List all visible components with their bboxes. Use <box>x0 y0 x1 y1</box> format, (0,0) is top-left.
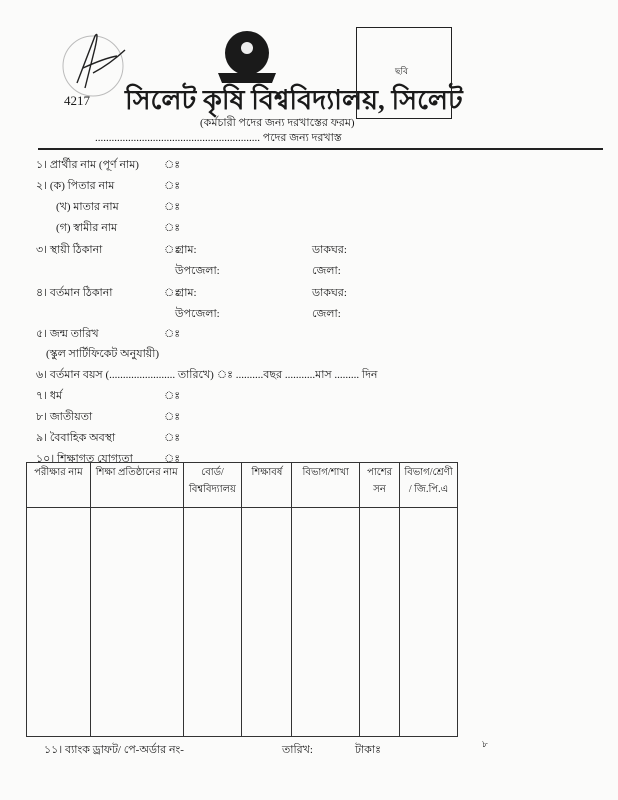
serial-number: 4217 <box>64 93 90 108</box>
colon: ঃ <box>164 453 181 465</box>
page-title: সিলেট কৃষি বিশ্ববিদ্যালয়, সিলেট <box>125 85 463 115</box>
label-father: ২। (ক) পিতার নাম <box>36 180 115 192</box>
label-education: ১০। শিক্ষাগত যোগ্যতা <box>36 453 133 465</box>
label-district: জেলা: <box>312 265 341 277</box>
photo-label: ছবি <box>395 66 409 76</box>
colon: ঃ <box>164 159 181 171</box>
label-upazila: উপজেলা: <box>175 265 220 277</box>
label-mother: (খ) মাতার নাম <box>56 201 119 213</box>
label-village: গ্রাম: <box>176 244 197 256</box>
label-amount: টাকাঃ <box>355 744 381 756</box>
label-post-office: ডাকঘর: <box>312 287 347 299</box>
col-institution: শিক্ষা প্রতিষ্ঠানের নাম <box>90 463 183 508</box>
label-religion: ৭। ধর্ম <box>36 390 63 402</box>
label-husband: (গ) স্বামীর নাম <box>56 222 118 234</box>
cell[interactable] <box>360 508 400 737</box>
label-present-address: ৪। বর্তমান ঠিকানা <box>36 287 113 299</box>
education-table <box>26 462 458 737</box>
col-group: বিভাগ/শাখা <box>292 463 360 508</box>
form-subtitle: (কর্মচারী পদের জন্য দরখাস্তের ফরম) <box>200 117 355 129</box>
label-permanent-address: ৩। স্থায়ী ঠিকানা <box>36 244 103 256</box>
colon: ঃ <box>164 244 181 256</box>
colon: ঃ <box>164 201 181 213</box>
table-header-row <box>27 463 458 508</box>
col-board: বোর্ড/ বিশ্ববিদ্যালয় <box>183 463 242 508</box>
colon: ঃ <box>164 222 181 234</box>
cell[interactable] <box>400 508 458 737</box>
col-exam-name: পরীক্ষার নাম <box>27 463 91 508</box>
signature-stamp-icon <box>55 28 135 98</box>
label-village: গ্রাম: <box>176 287 197 299</box>
post-name-field[interactable]: ............................................................ পদের জন্য দরখাস্ত <box>95 132 342 144</box>
colon: ঃ <box>164 328 181 340</box>
col-passing-year: পাশের সন <box>360 463 400 508</box>
label-age: ৬। বর্তমান বয়স (........................ তারিখে) ঃ ..........বছর ...........মাস ......... দিন <box>36 369 378 381</box>
university-logo-icon <box>212 28 282 88</box>
label-dob: ৫। জন্ম তারিখ <box>36 328 99 340</box>
colon: ঃ <box>164 180 181 192</box>
table-row[interactable] <box>27 508 458 737</box>
col-division-gpa: বিভাগ/শ্রেণী / জি.পি.এ <box>400 463 458 508</box>
label-nationality: ৮। জাতীয়তা <box>36 411 93 423</box>
cell[interactable] <box>183 508 242 737</box>
cell[interactable] <box>27 508 91 737</box>
label-upazila: উপজেলা: <box>175 308 220 320</box>
colon: ঃ <box>164 287 181 299</box>
page-number: ৮ <box>482 739 488 749</box>
divider <box>38 148 603 150</box>
cell[interactable] <box>292 508 360 737</box>
colon: ঃ <box>164 390 181 402</box>
label-post-office: ডাকঘর: <box>312 244 347 256</box>
label-bank-draft: ১১। ব্যাংক ড্রাফট/ পে-অর্ডার নং- <box>44 744 184 756</box>
label-name: ১। প্রার্থীর নাম (পূর্ণ নাম) <box>36 159 139 171</box>
colon: ঃ <box>164 411 181 423</box>
colon: ঃ <box>164 432 181 444</box>
photo-box[interactable] <box>356 27 452 119</box>
label-district: জেলা: <box>312 308 341 320</box>
label-dob-note: (স্কুল সার্টিফিকেট অনুযায়ী) <box>46 348 160 360</box>
label-marital-status: ৯। বৈবাহিক অবস্থা <box>36 432 116 444</box>
label-date: তারিখ: <box>282 744 313 756</box>
cell[interactable] <box>242 508 292 737</box>
col-session: শিক্ষাবর্ষ <box>242 463 292 508</box>
cell[interactable] <box>90 508 183 737</box>
